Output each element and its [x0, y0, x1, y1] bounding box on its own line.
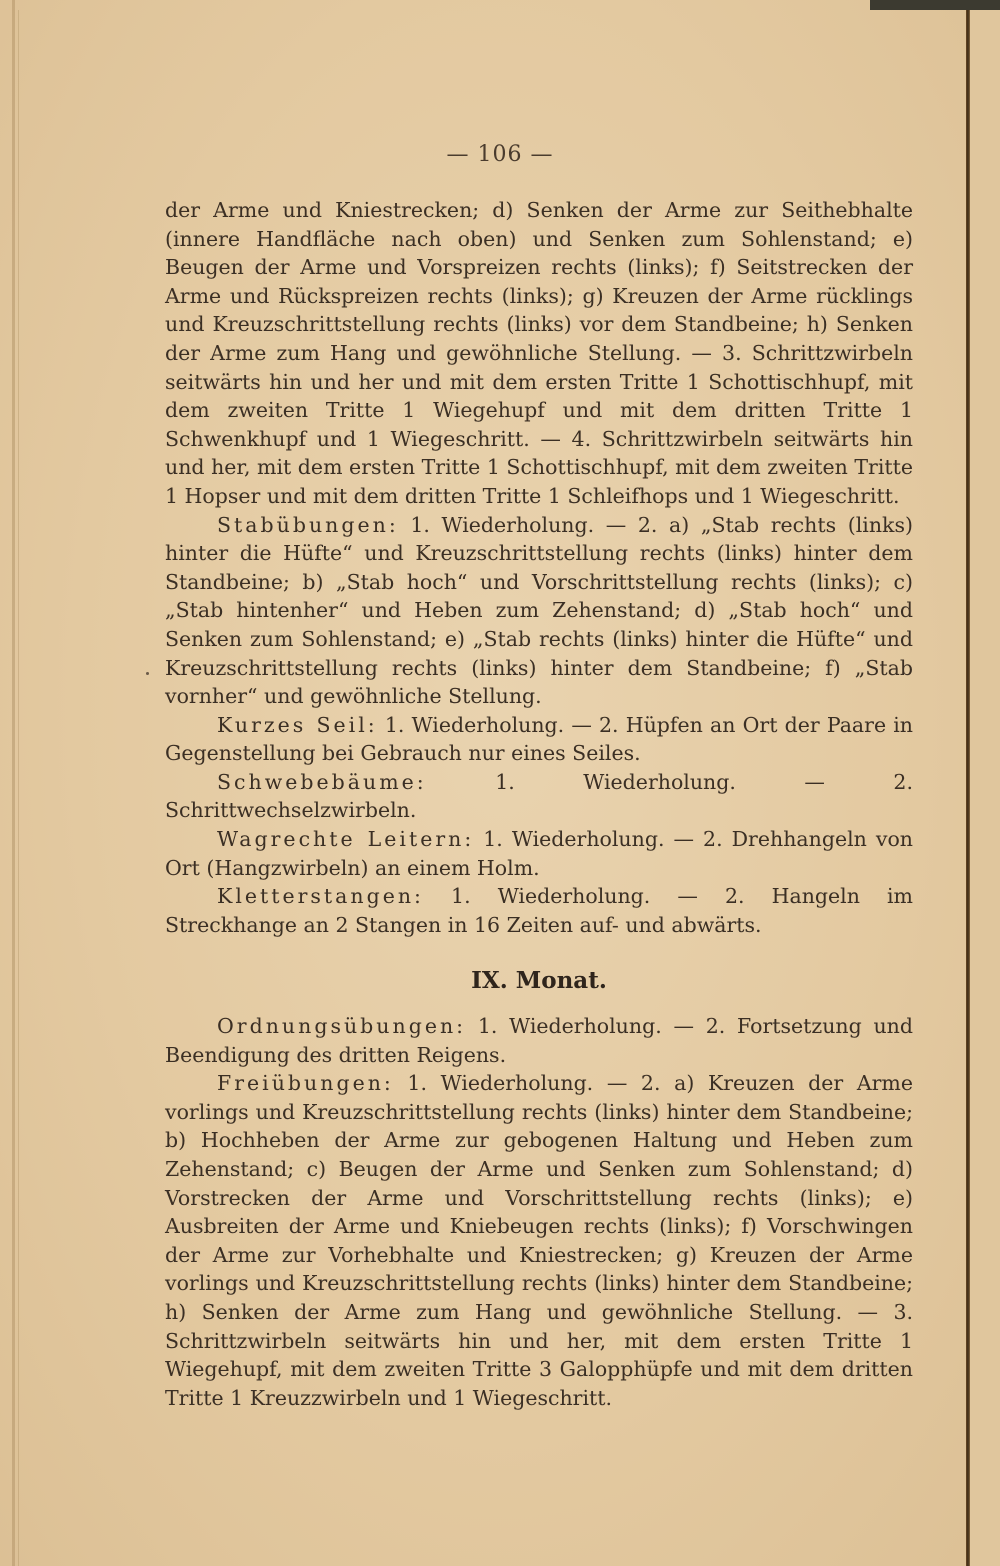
section-label: Schwebebäume: [217, 769, 427, 794]
next-page-strip [970, 10, 1000, 1566]
paragraph-kurzes-seil [165, 711, 913, 768]
print-speck [146, 672, 149, 675]
section-label: Freiübungen: [217, 1071, 394, 1096]
section-text: 1. Wiederholung. — 2. Schrittwechselzwirbeln. [165, 769, 913, 823]
section-label: Kurzes Seil: [217, 712, 378, 737]
section-label: Kletterstangen: [217, 884, 424, 909]
paragraph-wagrechte-leitern [165, 825, 913, 882]
section-text: 1. Wiederholung. — 2. Drehhangeln von Ort (Hangzwirbeln) an einem Holm. [165, 827, 913, 880]
section-heading: IX. Monat. [471, 967, 607, 995]
section-text: 1. Wiederholung. — 2. Hangeln im Streckhange an 2 Stangen in 16 Zeiten auf- und abwärts. [165, 884, 913, 937]
paragraph-freiuebungen [165, 1069, 913, 1412]
paragraph-continued: der Arme und Kniestrecken; d) Senken der Arme zur Seithebhalte (innere Handfläche nach oben) und Senken zum Sohlenstand; e) Beugen der Arme und Vorspreizen rechts (links); f) Seitstrecken der Arme und Rückspreizen rechts (links); g) Kreuzen der Arme rücklings und Kreuzschrittstellung rechts (links) vor dem Standbeine; h) Senken der Arme zum Hang und gewöhnliche Stellung. — 3. Schrittzwirbeln seitwärts hin und her und mit dem ersten Tritte 1 Schottischhupf, mit dem zweiten Tritte 1 Wiegehupf und mit dem dritten Tritte 1 Schwenkhupf und 1 Wiegeschritt. — 4. Schrittzwirbeln seitwärts hin und her, mit dem ersten Tritte 1 Schottischhupf, mit dem zweiten Tritte 1 Hopser und mit dem dritten Tritte 1 Schleifhops und 1 Wiegeschritt. [165, 198, 913, 508]
page-gutter [966, 10, 970, 1566]
section-label: Stabübungen: [217, 512, 399, 537]
section-text: 1. Wiederholung. — 2. Hüpfen an Ort der Paare in Gegenstellung bei Gebrauch nur eines Seiles. [165, 712, 914, 766]
section-label: Wagrechte Leitern: [217, 827, 475, 852]
scan-top-edge [870, 0, 1000, 10]
section-label: Ordnungsübungen: [217, 1014, 467, 1039]
section-text: 1. Wiederholung. — 2. Fortsetzung und Beendigung des dritten Reigens. [165, 1014, 913, 1067]
body-text [165, 196, 913, 1412]
section-text: 1. Wiederholung. — 2. a) „Stab rechts (links) hinter die Hüfte“ und Kreuzschrittstellung rechts (links) hinter dem Standbeine; b) „Stab hoch“ und Vorschrittstellung rechts (links); c) „Stab hintenher“ und Heben zum Zehenstand; d) „Stab hoch“ und Senken zum Sohlenstand; e) „Stab rechts (links) hinter die Hüfte“ und Kreuzschrittstellung rechts (links) hinter dem Standbeine; f) „Stab vornher“ und gewöhnliche Stellung. [165, 512, 913, 709]
page-left-edge-line [18, 10, 19, 1566]
page-number: — 106 — [446, 142, 554, 167]
paragraph-kletterstangen [165, 882, 913, 939]
page-left-edge [12, 0, 15, 1566]
paragraph-schwebebaeume [165, 768, 913, 825]
paragraph-ordnungsuebungen [165, 1012, 913, 1069]
section-text: 1. Wiederholung. — 2. a) Kreuzen der Arme vorlings und Kreuzschrittstellung rechts (links) hinter dem Standbeine; b) Hochheben der Arme zur gebogenen Haltung und Heben zum Zehenstand; c) Beugen der Arme und Senken zum Sohlenstand; d) Vorstrecken der Arme und Vorschrittstellung rechts (links); e) Ausbreiten der Arme und Kniebeugen rechts (links); f) Vorschwingen der Arme zur Vorhebhalte und Kniestrecken; g) Kreuzen der Arme vorlings und Kreuzschrittstellung rechts (links) hinter dem Standbeine; h) Senken der Arme zum Hang und gewöhnliche Stellung. — 3. Schrittzwirbeln seitwärts hin und her, mit dem ersten Tritte 1 Wiegehupf, mit dem zweiten Tritte 3 Galopphüpfe und mit dem dritten Tritte 1 Kreuzzwirbeln und 1 Wiegeschritt. [165, 1071, 913, 1410]
paragraph-stabuebungen [165, 511, 913, 711]
